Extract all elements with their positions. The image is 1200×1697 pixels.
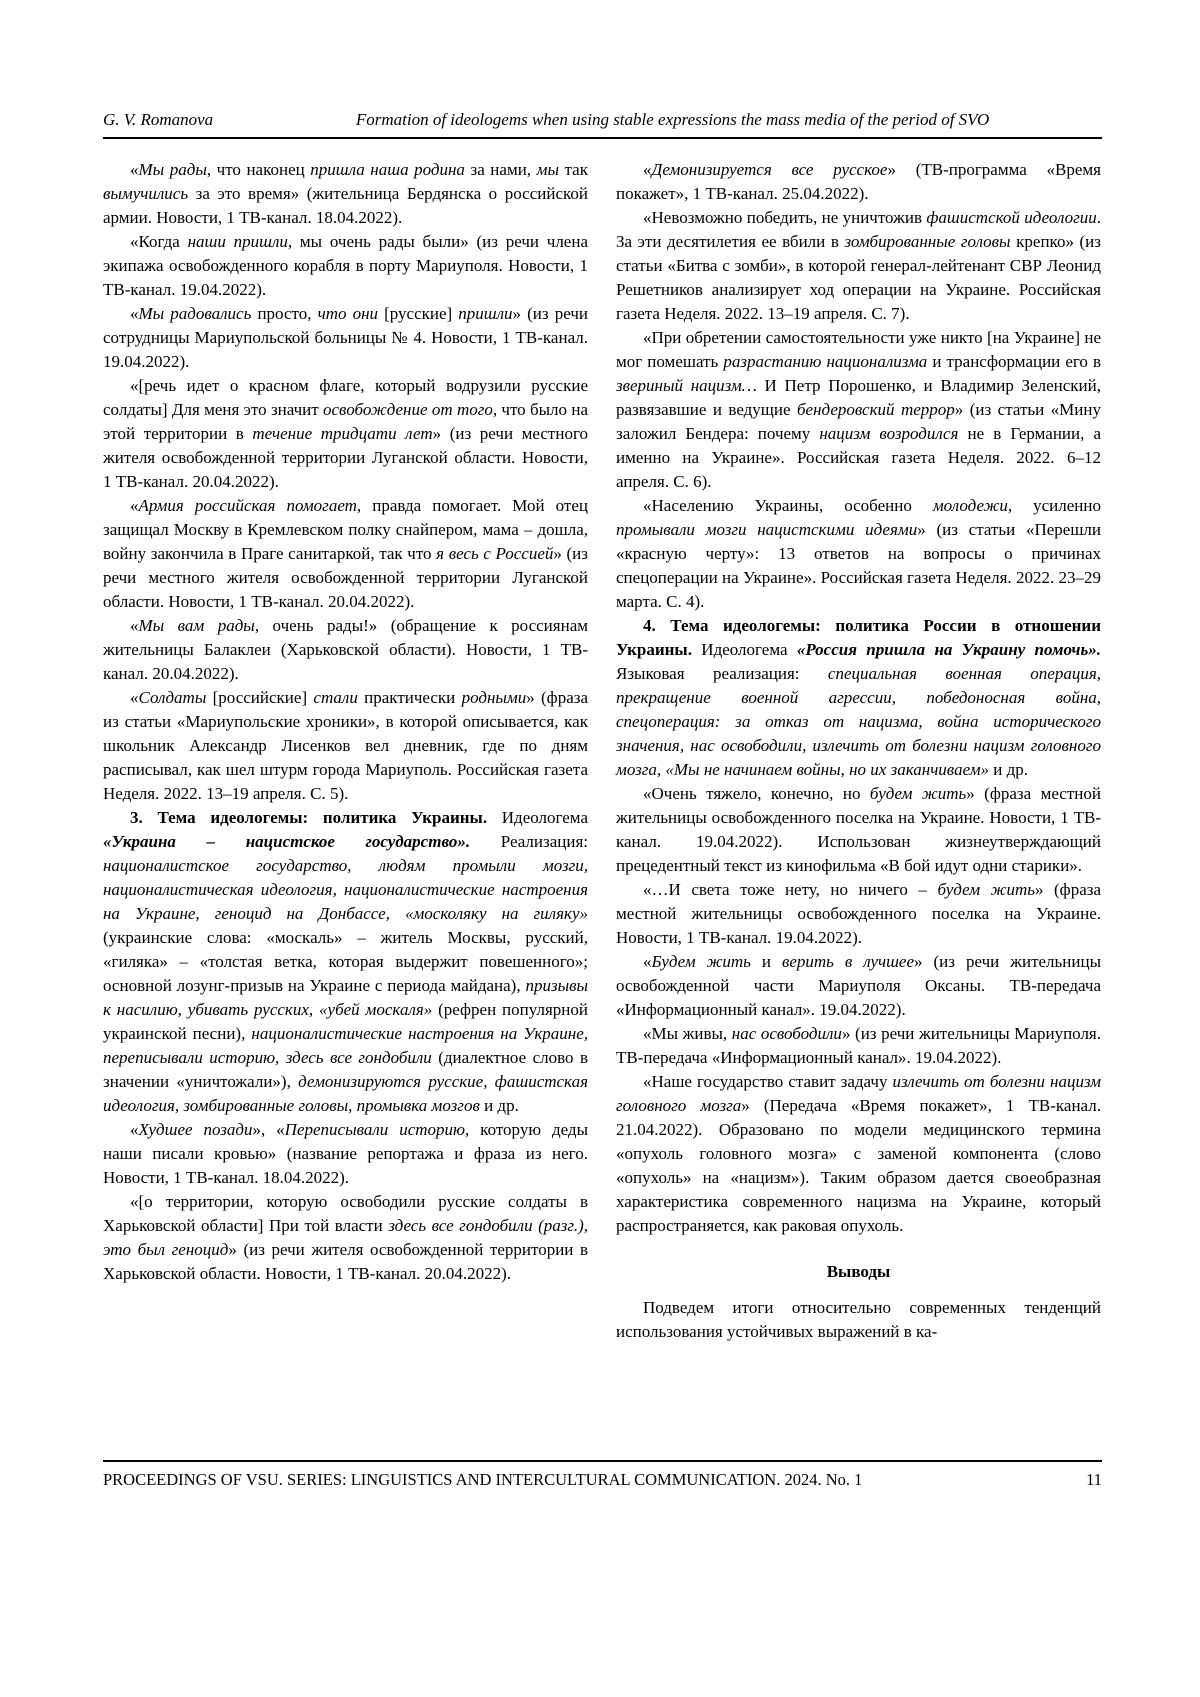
left-column [103, 158, 588, 1344]
quote-paragraph: «Очень тяжело, конечно, но будем жить» (фраза местной жительницы освобожденного поселка на Украине. Новости, 1 ТВ-канал. 19.04.2022). Использован жизнеутверждающий прецедентный текст из кинофильма «В бой идут одни старики». [616, 784, 1101, 875]
quote-paragraph: «Мы живы, нас освободили» (из речи жительницы Мариуполя. ТВ-передача «Информационный канал». 19.04.2022). [616, 1024, 1101, 1067]
page-content [103, 110, 1102, 1344]
quote-paragraph: «Худшее позади», «Переписывали историю, которую деды наши писали кровью» (название репортажа и фраза из него. Новости, 1 ТВ-канал. 18.04.2022). [103, 1120, 588, 1187]
quote-paragraph: «Демонизируется все русское» (ТВ-программа «Время покажет», 1 ТВ-канал. 25.04.2022). [616, 160, 1101, 203]
body-paragraph: Подведем итоги относительно современных тенденций использования устойчивых выражений в ка- [616, 1298, 1101, 1341]
quote-paragraph: «Невозможно победить, не уничтожив фашистской идеологии. За эти десятилетия ее вбили в зомбированные головы крепко» (из статьи «Битва с зомби», в которой генерал-лейтенант СВР Леонид Решетников анализирует ход операции на Украине. Российская газета Неделя. 2022. 13–19 апреля. С. 7). [616, 208, 1101, 323]
quote-paragraph: «Армия российская помогает, правда помогает. Мой отец защищал Москву в Кремлевском полку снайпером, мама – дошла, войну закончила в Праге санитаркой, так что я весь с Россией» (из речи местного жителя освобожденной территории Луганской области. Новости, 1 ТВ-канал. 20.04.2022). [103, 496, 588, 611]
conclusions-heading: Выводы [826, 1262, 891, 1281]
quote-paragraph: «При обретении самостоятельности уже никто [на Украине] не мог помешать разрастанию национализма и трансформации его в звериный нацизм… И Петр Порошенко, и Владимир Зеленский, развязавшие и ведущие бендеровский террор» (из статьи «Мину заложил Бендера: почему нацизм возродился не в Германии, а именно на Украине». Российская газета Неделя. 2022. 6–12 апреля. С. 6). [616, 328, 1102, 491]
quote-paragraph: «Мы рады, что наконец пришла наша родина за нами, мы так вымучились за это время» (жительница Бердянска о российской армии. Новости, 1 ТВ-канал. 18.04.2022). [103, 160, 588, 227]
quote-paragraph: «Наше государство ставит задачу излечить от болезни нацизм головного мозга» (Передача «Время покажет», 1 ТВ-канал. 21.04.2022). Образовано по модели медицинского термина «опухоль головного мозга» с заменой компонента (слово «опухоль» на «нацизм»). Таким образом дается своеобразная характеристика современного нацизма на Украине, который распространяется, как раковая опухоль. [616, 1072, 1101, 1235]
author-name: G. V. Romanova [103, 110, 214, 129]
running-title: Formation of ideologems when using stable expressions the mass media of the period of SVO [355, 110, 990, 129]
quote-paragraph: «Когда наши пришли, мы очень рады были» (из речи члена экипажа освобожденного корабля в порту Мариуполя. Новости, 1 ТВ-канал. 19.04.2022). [103, 232, 588, 299]
quote-paragraph: «…И света тоже нету, но ничего – будем жить» (фраза местной жительницы освобожденного поселка на Украине. Новости, 1 ТВ-канал. 19.04.2022). [616, 880, 1101, 947]
quote-paragraph: «Мы радовались просто, что они [русские] пришли» (из речи сотрудницы Мариупольской больницы № 4. Новости, 1 ТВ-канал. 19.04.2022). [103, 304, 588, 371]
journal-line: PROCEEDINGS OF VSU. SERIES: LINGUISTICS AND INTERCULTURAL COMMUNICATION. 2024. No. 1 [103, 1470, 863, 1489]
quote-paragraph: «Солдаты [российские] стали практически родными» (фраза из статьи «Мариупольские хроники», в которой описывается, как школьник Александр Лисенков вел дневник, где по дням расписывал, как шел штурм города Мариуполь. Российская газета Неделя. 2022. 13–19 апреля. С. 5). [103, 688, 589, 803]
theme-paragraph: 3. Тема идеологемы: политика Украины. Идеологема «Украина – нацистское государство». Реализация: националистское государство, людям промыли мозги, националистическая идеология, националистические настроения на Украине, геноцид на Донбассе, «москоляку на гиляку» (украинские слова: «москаль» – житель Москвы, русский, «гиляка» – «толстая ветка, которая выдержит повешенного»; основной лозунг-призыв на Украине с периода майдана), призывы к насилию, убивать русских, «убей москаля» (рефрен популярной украинской песни), националистические настроения на Украине, переписывали историю, здесь все гондобили (диалектное слово в значении «уничтожали»), демонизируются русские, фашистская идеология, зомбированные головы, промывка мозгов и др. [103, 808, 588, 1115]
two-column-text [103, 158, 1102, 1344]
page-header [103, 110, 1102, 139]
quote-paragraph: «[речь идет о красном флаге, который водрузили русские солдаты] Для меня это значит освобождение от того, что было на этой территории в течение тридцати лет» (из речи местного жителя освобожденной территории Луганской области. Новости, 1 ТВ-канал. 20.04.2022). [103, 376, 588, 491]
quote-paragraph: «Мы вам рады, очень рады!» (обращение к россиянам жительницы Балаклеи (Харьковской области). Новости, 1 ТВ-канал. 20.04.2022). [103, 616, 588, 683]
right-column [616, 158, 1101, 1344]
quote-paragraph: «Населению Украины, особенно молодежи, усиленно промывали мозги нацистскими идеями» (из статьи «Перешли «красную черту»: 13 ответов на вопросы о причинах спецоперации на Украине». Российская газета Неделя. 2022. 23–29 марта. С. 4). [616, 496, 1101, 611]
quote-paragraph: «Будем жить и верить в лучшее» (из речи жительницы освобожденной части Мариуполя Оксаны. ТВ-передача «Информационный канал». 19.04.2022). [616, 952, 1101, 1019]
page-footer [103, 1460, 1102, 1490]
theme-paragraph: 4. Тема идеологемы: политика России в отношении Украины. Идеологема «Россия пришла на Украину помочь». Языковая реализация: специальная военная операция, прекращение военной агрессии, победоносная война, спецоперация: за отказ от нацизма, война исторического значения, нас освободили, излечить от болезни нацизм головного мозга, «Мы не начинаем войны, но их заканчиваем» и др. [616, 616, 1101, 779]
page-number: 11 [1086, 1470, 1102, 1489]
quote-paragraph: «[о территории, которую освободили русские солдаты в Харьковской области] При той власти здесь все гондобили (разг.), это был геноцид» (из речи жителя освобожденной территории в Харьковской области. Новости, 1 ТВ-канал. 20.04.2022). [103, 1192, 588, 1283]
